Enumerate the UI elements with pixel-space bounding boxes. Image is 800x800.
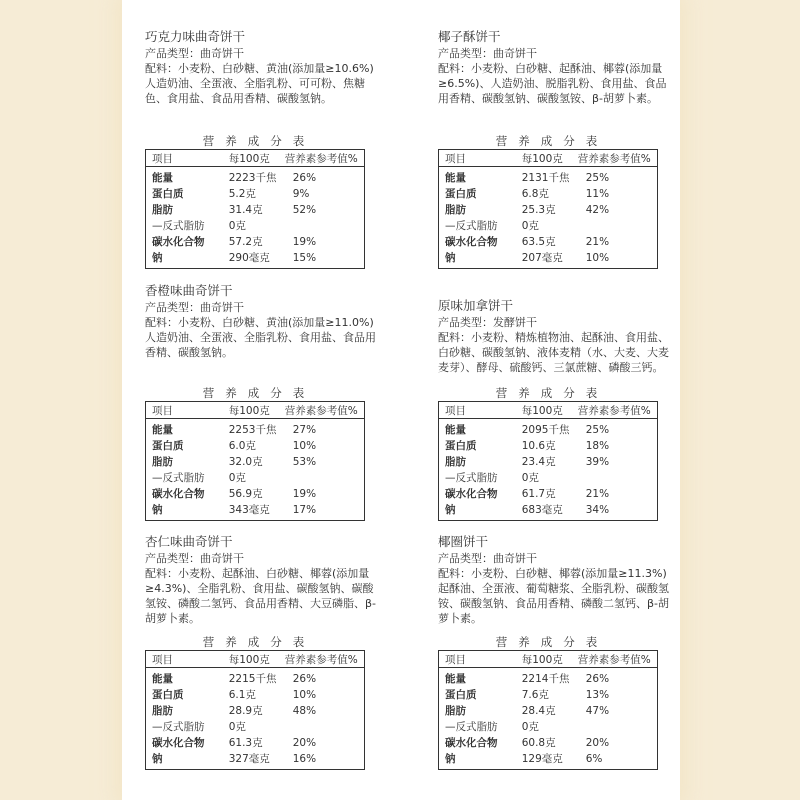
nutrient-name: —反式脂肪 xyxy=(445,220,498,232)
nutrient-nrv xyxy=(279,218,365,234)
ingredients-line xyxy=(145,61,383,106)
nutrient-nrv: 18% xyxy=(585,440,610,452)
nutrient-nrv: 20% xyxy=(292,737,317,749)
nutrition-table-block xyxy=(145,133,365,269)
nutrient-name: 钠 xyxy=(445,504,456,516)
nutrient-name: 碳水化合物 xyxy=(445,236,498,248)
nutrient-name: 碳水化合物 xyxy=(445,488,498,500)
ingredients-label: 配料： xyxy=(145,316,178,329)
nutrition-row xyxy=(146,202,365,218)
nutrition-row xyxy=(439,438,658,454)
col-item-header: 项目 xyxy=(439,651,516,668)
nutrition-row xyxy=(146,668,365,688)
product-type-line xyxy=(438,315,676,330)
col-per100-header: 每100克 xyxy=(223,150,279,167)
nutrient-value: 207毫克 xyxy=(521,252,563,264)
product-type-value: 曲奇饼干 xyxy=(200,301,244,314)
nutrient-value: 25.3克 xyxy=(521,204,556,216)
nutrition-table xyxy=(438,149,658,269)
nutrient-value: 0克 xyxy=(228,220,246,232)
nutrient-value: 7.6克 xyxy=(521,689,549,701)
nutrition-row xyxy=(146,438,365,454)
nutrient-name: 钠 xyxy=(152,252,163,264)
nutrition-table-title: 营养成分表 xyxy=(202,635,316,649)
nutrition-header-row xyxy=(146,402,365,419)
nutrient-nrv: 16% xyxy=(292,753,317,765)
nutrient-nrv: 11% xyxy=(585,188,610,200)
nutrient-value: 683毫克 xyxy=(521,504,563,516)
col-item-header: 项目 xyxy=(146,402,223,419)
product-block-2 xyxy=(438,29,676,264)
product-block-4 xyxy=(438,298,676,516)
nutrition-header-row xyxy=(439,651,658,668)
product-type-value: 曲奇饼干 xyxy=(200,47,244,60)
col-per100-header: 每100克 xyxy=(223,651,279,668)
nutrient-name: 钠 xyxy=(152,504,163,516)
nutrient-value: 2253千焦 xyxy=(228,424,277,436)
nutrient-value: 0克 xyxy=(521,721,539,733)
nutrient-value: 0克 xyxy=(521,472,539,484)
nutrient-name: —反式脂肪 xyxy=(152,220,205,232)
col-per100-header: 每100克 xyxy=(516,402,572,419)
nutrient-nrv: 20% xyxy=(585,737,610,749)
nutrient-nrv: 42% xyxy=(585,204,610,216)
product-type-line xyxy=(145,300,383,315)
product-name: 椰圈饼干 xyxy=(438,534,489,549)
nutrition-table-title: 营养成分表 xyxy=(495,134,609,148)
nutrition-row xyxy=(146,234,365,250)
ingredients-text: 小麦粉、白砂糖、椰蓉(添加量≥11.3%)起酥油、全蛋液、葡萄糖浆、全脂乳粉、碳酸氢铵、碳酸氢钠、食品用香精、磷酸二氢钙、β-胡萝卜素。 xyxy=(438,567,669,625)
col-per100-header: 每100克 xyxy=(516,150,572,167)
product-name: 原味加拿饼干 xyxy=(438,298,514,313)
nutrition-row xyxy=(146,703,365,719)
nutrient-name: 脂肪 xyxy=(445,705,466,717)
nutrient-value: 32.0克 xyxy=(228,456,263,468)
nutrient-name: 脂肪 xyxy=(152,456,173,468)
nutrient-value: 0克 xyxy=(521,220,539,232)
nutrition-row xyxy=(146,454,365,470)
nutrient-nrv: 6% xyxy=(585,753,603,765)
nutrient-name: 钠 xyxy=(445,252,456,264)
nutrient-name: 蛋白质 xyxy=(445,440,477,452)
nutrient-nrv: 34% xyxy=(585,504,610,516)
nutrition-row xyxy=(439,186,658,202)
nutrient-nrv: 39% xyxy=(585,456,610,468)
nutrition-table xyxy=(438,401,658,521)
ingredients-line xyxy=(438,566,676,626)
nutrient-name: 碳水化合物 xyxy=(152,236,205,248)
nutrition-row xyxy=(439,419,658,439)
nutrient-value: 10.6克 xyxy=(521,440,556,452)
nutrient-value: 5.2克 xyxy=(228,188,256,200)
col-nrv-header: 营养素参考值% xyxy=(279,651,365,668)
nutrient-value: 6.8克 xyxy=(521,188,549,200)
nutrition-table-title: 营养成分表 xyxy=(495,386,609,400)
ingredients-text: 小麦粉、白砂糖、起酥油、椰蓉(添加量≥6.5%)、人造奶油、脱脂乳粉、食用盐、食品用香精、碳酸氢钠、碳酸氢铵、β-胡萝卜素。 xyxy=(438,62,667,105)
nutrient-value: 2095千焦 xyxy=(521,424,570,436)
nutrient-nrv: 27% xyxy=(292,424,317,436)
nutrient-name: 能量 xyxy=(445,424,466,436)
nutrient-value: 28.9克 xyxy=(228,705,263,717)
nutrient-name: —反式脂肪 xyxy=(445,472,498,484)
nutrition-row xyxy=(146,735,365,751)
nutrition-table-block xyxy=(145,385,365,521)
ingredients-text: 小麦粉、精炼植物油、起酥油、食用盐、白砂糖、碳酸氢钠、液体麦精（水、大麦、大麦麦芽）、酵母、硫酸钙、三氯蔗糖、磷酸三钙。 xyxy=(438,331,669,374)
nutrient-nrv: 19% xyxy=(292,236,317,248)
product-name: 香橙味曲奇饼干 xyxy=(145,283,233,298)
nutrient-value: 6.1克 xyxy=(228,689,256,701)
product-type-value: 曲奇饼干 xyxy=(493,47,537,60)
nutrient-value: 23.4克 xyxy=(521,456,556,468)
ingredients-text: 小麦粉、起酥油、白砂糖、椰蓉(添加量≥4.3%)、全脂乳粉、食用盐、碳酸氢钠、碳酸氢铵、磷酸二氢钙、食品用香精、大豆磷脂、β-胡萝卜素。 xyxy=(145,567,376,625)
nutrition-header-row xyxy=(146,150,365,167)
col-item-header: 项目 xyxy=(146,150,223,167)
nutrient-nrv: 10% xyxy=(292,689,317,701)
nutrition-table-title: 营养成分表 xyxy=(202,386,316,400)
product-type-line xyxy=(145,46,383,61)
nutrient-value: 129毫克 xyxy=(521,753,563,765)
product-type-value: 曲奇饼干 xyxy=(200,552,244,565)
nutrient-name: 钠 xyxy=(152,753,163,765)
product-name: 巧克力味曲奇饼干 xyxy=(145,29,246,44)
nutrient-nrv: 26% xyxy=(292,673,317,685)
product-type-line xyxy=(438,551,676,566)
nutrient-nrv: 10% xyxy=(292,440,317,452)
ingredients-line xyxy=(438,330,676,375)
nutrient-nrv: 53% xyxy=(292,456,317,468)
col-per100-header: 每100克 xyxy=(223,402,279,419)
product-block-3 xyxy=(145,283,383,516)
nutrient-name: 能量 xyxy=(445,172,466,184)
nutrition-row xyxy=(146,502,365,521)
col-per100-header: 每100克 xyxy=(516,651,572,668)
nutrition-row xyxy=(439,454,658,470)
ingredients-label: 配料： xyxy=(145,567,178,580)
nutrition-row xyxy=(439,167,658,187)
nutrient-name: 蛋白质 xyxy=(445,689,477,701)
nutrient-value: 61.7克 xyxy=(521,488,556,500)
nutrient-nrv xyxy=(279,470,365,486)
nutrient-nrv: 13% xyxy=(585,689,610,701)
nutrition-row xyxy=(439,703,658,719)
nutrition-row xyxy=(439,502,658,521)
ingredients-label: 配料： xyxy=(438,567,471,580)
nutrient-name: 碳水化合物 xyxy=(152,488,205,500)
nutrition-row xyxy=(439,250,658,269)
nutrition-row xyxy=(146,687,365,703)
col-nrv-header: 营养素参考值% xyxy=(572,651,658,668)
nutrition-table-title: 营养成分表 xyxy=(495,635,609,649)
nutrient-value: 28.4克 xyxy=(521,705,556,717)
nutrient-nrv: 9% xyxy=(292,188,310,200)
nutrition-table-block xyxy=(145,634,365,770)
nutrient-nrv: 47% xyxy=(585,705,610,717)
nutrient-name: —反式脂肪 xyxy=(445,721,498,733)
nutrient-value: 0克 xyxy=(228,472,246,484)
nutrient-value: 0克 xyxy=(228,721,246,733)
nutrient-nrv: 17% xyxy=(292,504,317,516)
nutrient-nrv: 19% xyxy=(292,488,317,500)
nutrient-name: 蛋白质 xyxy=(445,188,477,200)
nutrient-nrv: 26% xyxy=(292,172,317,184)
product-type-label: 产品类型： xyxy=(438,47,493,60)
nutrient-value: 63.5克 xyxy=(521,236,556,248)
nutrient-nrv: 25% xyxy=(585,424,610,436)
ingredients-line xyxy=(438,61,676,106)
nutrition-row xyxy=(439,486,658,502)
nutrition-table-title: 营养成分表 xyxy=(202,134,316,148)
product-type-label: 产品类型： xyxy=(145,552,200,565)
product-name: 杏仁味曲奇饼干 xyxy=(145,534,233,549)
nutrient-nrv xyxy=(572,218,658,234)
ingredients-label: 配料： xyxy=(438,331,471,344)
ingredients-line xyxy=(145,566,383,626)
nutrition-row xyxy=(146,751,365,770)
nutrition-row xyxy=(439,687,658,703)
nutrition-row xyxy=(146,486,365,502)
nutrient-nrv: 48% xyxy=(292,705,317,717)
product-type-value: 发酵饼干 xyxy=(493,316,537,329)
nutrition-row xyxy=(439,719,658,735)
product-type-value: 曲奇饼干 xyxy=(493,552,537,565)
nutrition-row xyxy=(146,167,365,187)
nutrition-table-block xyxy=(438,385,658,521)
nutrient-value: 6.0克 xyxy=(228,440,256,452)
nutrition-row xyxy=(439,470,658,486)
nutrient-name: 蛋白质 xyxy=(152,440,184,452)
nutrient-nrv: 15% xyxy=(292,252,317,264)
nutrient-name: 脂肪 xyxy=(445,456,466,468)
nutrient-name: 钠 xyxy=(445,753,456,765)
product-block-1 xyxy=(145,29,383,264)
nutrient-value: 290毫克 xyxy=(228,252,270,264)
nutrient-value: 60.8克 xyxy=(521,737,556,749)
nutrient-value: 2223千焦 xyxy=(228,172,277,184)
nutrient-value: 56.9克 xyxy=(228,488,263,500)
ingredients-text: 小麦粉、白砂糖、黄油(添加量≥10.6%)人造奶油、全蛋液、全脂乳粉、可可粉、焦糖色、食用盐、食品用香精、碳酸氢钠。 xyxy=(145,62,374,105)
ingredients-label: 配料： xyxy=(438,62,471,75)
nutrition-header-row xyxy=(146,651,365,668)
nutrient-name: 蛋白质 xyxy=(152,689,184,701)
nutrition-row xyxy=(146,250,365,269)
col-item-header: 项目 xyxy=(439,402,516,419)
ingredients-text: 小麦粉、白砂糖、黄油(添加量≥11.0%)人造奶油、全蛋液、全脂乳粉、食用盐、食品用香精、碳酸氢钠。 xyxy=(145,316,376,359)
col-nrv-header: 营养素参考值% xyxy=(572,402,658,419)
product-type-line xyxy=(145,551,383,566)
nutrition-row xyxy=(439,234,658,250)
nutrition-row xyxy=(146,419,365,439)
ingredients-label: 配料： xyxy=(145,62,178,75)
product-block-6 xyxy=(438,534,676,765)
nutrition-row xyxy=(439,202,658,218)
nutrition-table-block xyxy=(438,133,658,269)
nutrient-name: 碳水化合物 xyxy=(152,737,205,749)
nutrient-value: 2214千焦 xyxy=(521,673,570,685)
nutrition-table xyxy=(145,149,365,269)
nutrient-value: 31.4克 xyxy=(228,204,263,216)
nutrient-name: 脂肪 xyxy=(152,705,173,717)
nutrient-value: 2215千焦 xyxy=(228,673,277,685)
nutrient-name: 能量 xyxy=(445,673,466,685)
nutrient-name: 蛋白质 xyxy=(152,188,184,200)
nutrient-nrv: 21% xyxy=(585,236,610,248)
nutrient-value: 61.3克 xyxy=(228,737,263,749)
nutrition-row xyxy=(146,218,365,234)
nutrition-row xyxy=(146,470,365,486)
nutrient-name: —反式脂肪 xyxy=(152,721,205,733)
nutrient-nrv xyxy=(572,719,658,735)
product-block-5 xyxy=(145,534,383,765)
col-nrv-header: 营养素参考值% xyxy=(279,150,365,167)
product-type-label: 产品类型： xyxy=(438,316,493,329)
col-item-header: 项目 xyxy=(146,651,223,668)
nutrient-value: 343毫克 xyxy=(228,504,270,516)
nutrition-row xyxy=(146,719,365,735)
nutrient-name: —反式脂肪 xyxy=(152,472,205,484)
nutrient-value: 57.2克 xyxy=(228,236,263,248)
nutrient-nrv: 26% xyxy=(585,673,610,685)
nutrition-header-row xyxy=(439,150,658,167)
nutrition-table xyxy=(145,401,365,521)
nutrient-name: 脂肪 xyxy=(445,204,466,216)
product-type-line xyxy=(438,46,676,61)
nutrient-value: 2131千焦 xyxy=(521,172,570,184)
nutrient-nrv: 52% xyxy=(292,204,317,216)
nutrition-table-block xyxy=(438,634,658,770)
nutrition-table xyxy=(438,650,658,770)
nutrient-nrv xyxy=(279,719,365,735)
nutrient-nrv: 21% xyxy=(585,488,610,500)
product-type-label: 产品类型： xyxy=(438,552,493,565)
col-item-header: 项目 xyxy=(439,150,516,167)
nutrition-row xyxy=(439,751,658,770)
nutrition-row xyxy=(146,186,365,202)
nutrient-nrv: 10% xyxy=(585,252,610,264)
nutrient-name: 碳水化合物 xyxy=(445,737,498,749)
col-nrv-header: 营养素参考值% xyxy=(572,150,658,167)
nutrient-name: 脂肪 xyxy=(152,204,173,216)
nutrient-value: 327毫克 xyxy=(228,753,270,765)
nutrition-row xyxy=(439,668,658,688)
product-type-label: 产品类型： xyxy=(145,301,200,314)
product-type-label: 产品类型： xyxy=(145,47,200,60)
nutrition-table xyxy=(145,650,365,770)
nutrition-row xyxy=(439,218,658,234)
col-nrv-header: 营养素参考值% xyxy=(279,402,365,419)
nutrient-name: 能量 xyxy=(152,673,173,685)
nutrition-header-row xyxy=(439,402,658,419)
nutrient-nrv: 25% xyxy=(585,172,610,184)
nutrient-name: 能量 xyxy=(152,424,173,436)
product-name: 椰子酥饼干 xyxy=(438,29,501,44)
nutrient-name: 能量 xyxy=(152,172,173,184)
nutrient-nrv xyxy=(572,470,658,486)
nutrition-row xyxy=(439,735,658,751)
ingredients-line xyxy=(145,315,383,360)
